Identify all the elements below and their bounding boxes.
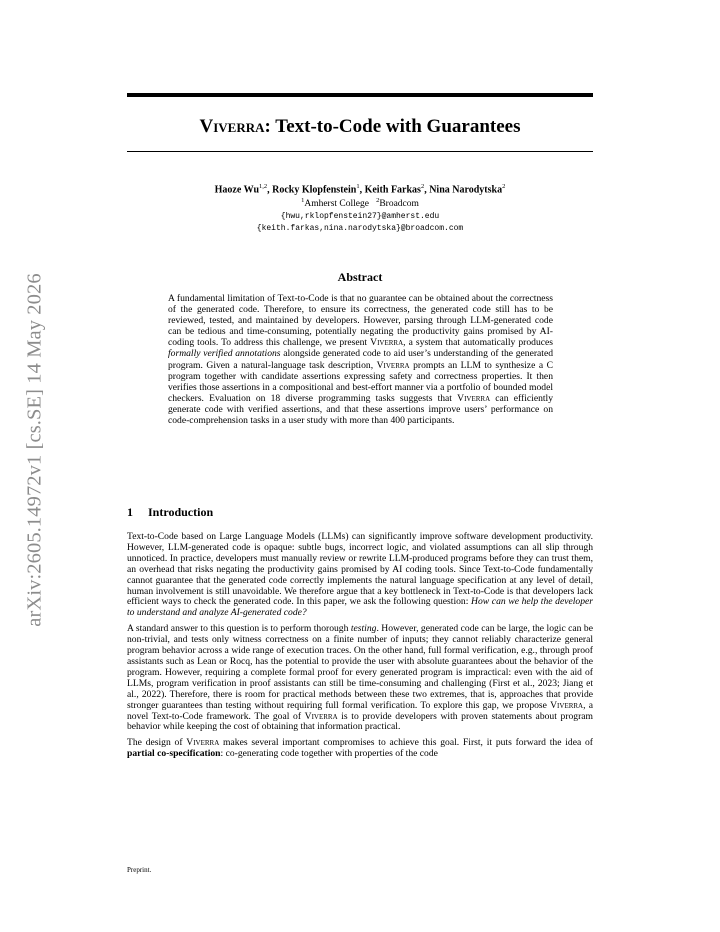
- email-line: {keith.farkas,nina.narodytska}@broadcom.com: [256, 224, 464, 233]
- author-name: Keith Farkas: [364, 184, 421, 196]
- section-title: Introduction: [148, 505, 214, 519]
- paragraph: Text-to-Code based on Large Language Models (LLMs) can significantly improve software development productivity. However, LLM-generated code is opaque: subtle bugs, incorrect logic, and violated assumptions can all slip through unnoticed. In practice, developers must manually review or rewrite LLM-produced programs before they can trust them, an overhead that risks negating the productivity gains promised by AI coding tools. Since Text-to-Code fundamentally cannot guarantee that the generated code correctly implements the natural language specification at any level of detail, human involvement is still unavoidable. We therefore argue that a key bottleneck in Text-to-Code is that developers lack efficient ways to check the generated code. In this paper, we ask the following question: How can we help the developer to understand and analyze AI-generated code?: [127, 531, 594, 619]
- title-top-rule: [127, 93, 593, 97]
- affiliations: [127, 197, 593, 209]
- affiliation: Amherst College: [304, 199, 369, 210]
- bold-term: partial co-specification: [127, 748, 221, 760]
- email-line: {hwu,rklopfenstein27}@amherst.edu: [280, 212, 440, 221]
- title-bottom-rule: [127, 151, 593, 152]
- emphasis: testing: [350, 623, 377, 635]
- author-name: Rocky Klopfenstein: [272, 184, 357, 196]
- system-name: Viverra: [304, 710, 338, 722]
- emphasis: formally verified annotations: [168, 348, 281, 360]
- introduction-body: [127, 532, 593, 765]
- title-rest: : Text-to-Code with Guarantees: [264, 116, 521, 137]
- paper-title: [127, 116, 593, 138]
- system-name: Viverra: [550, 699, 584, 711]
- abstract-heading: Abstract: [337, 270, 383, 284]
- system-name: Viverra: [370, 337, 404, 349]
- paragraph: A standard answer to this question is to perform thorough testing. However, generated code can be large, the logic can be non-trivial, and tests only witness correctness on a finite number of inputs; they cannot reliably characterize general program behavior across a wide range of execution traces. On the other hand, full formal verification, e.g., through proof assistants such as Lean or Rocq, has the potential to provide the user with absolute guarantees about the behavior of the program. However, requiring a complete formal proof for every generated program is impractical: even with the aid of LLMs, program verification in proof assistants can still be time-consuming and challenging (First et al., 2023; Jiang et al., 2022). Therefore, there is room for practical methods between these two extremes, that is, approaches that provide stronger guarantees than testing without requiring full formal verification. To explore this gap, we propose Viverra, a novel Text-to-Code framework. The goal of Viverra is to provide developers with proven statements about program behavior while keeping the cost of obtaining that information practical.: [127, 623, 594, 733]
- section-heading-introduction: [127, 505, 213, 520]
- affil-mark: 1: [301, 197, 305, 204]
- section-number: 1: [127, 505, 133, 519]
- author-list: Haoze Wu$^{1,2}$, Rocky Klopfenstein$^1$, Keith Farkas$^2$, Nina Narodytska$^2$: [214, 183, 506, 196]
- emphasis: How can we help the developer to understand and analyze AI-generated code?: [127, 596, 594, 619]
- affil-mark: 2: [376, 197, 380, 204]
- system-name: Viverra: [186, 737, 220, 749]
- arxiv-identifier: [15, 255, 55, 645]
- arxiv-identifier-text: arXiv:2605.14972v1 [cs.SE] 14 May 2026: [23, 273, 46, 627]
- abstract-text: A fundamental limitation of Text-to-Code is that no guarantee can be obtained about the correctness of the generated code. Therefore, to ensure its correctness, the generated code still has to be reviewed, tested, and maintained by developers. However, parsing through LLM-generated code can be tedious and time-consuming, potentially negating the productivity gains promised by AI-coding tools. To address this challenge, we present Viverra, a system that automatically produces formally verified annotations alongside generated code to aid user’s understanding of the generated program. Given a natural-language task description, Viverra prompts an LLM to synthesize a C program together with candidate assertions expressing safety and correctness properties. It then verifies those assertions in a compositional and best-effort manner via a portfolio of bounded model checkers. Evaluation on 18 diverse programming tasks suggests that Viverra can efficiently generate code with verified assertions, and that these assertions improve users’ performance on code-comprehension tasks in a user study with more than 400 participants.: [168, 293, 554, 427]
- system-name: Viverra: [457, 392, 491, 404]
- affiliation: Broadcom: [379, 199, 419, 210]
- author-affil-mark: 2: [420, 183, 425, 190]
- paragraph: The design of Viverra makes several important compromises to achieve this goal. First, it puts forward the idea of partial co-specification: co-generating code together with properties of the code: [127, 737, 593, 760]
- author-name: Nina Narodytska: [429, 184, 503, 196]
- author-affil-mark: 1: [356, 183, 360, 190]
- author-affil-mark: 2: [502, 183, 506, 190]
- footer-preprint: Preprint.: [127, 866, 152, 874]
- author-name: Haoze Wu: [214, 184, 260, 196]
- system-name: Viverra: [199, 116, 265, 137]
- system-name: Viverra: [376, 359, 410, 371]
- author-affil-mark: 1,2: [259, 183, 268, 190]
